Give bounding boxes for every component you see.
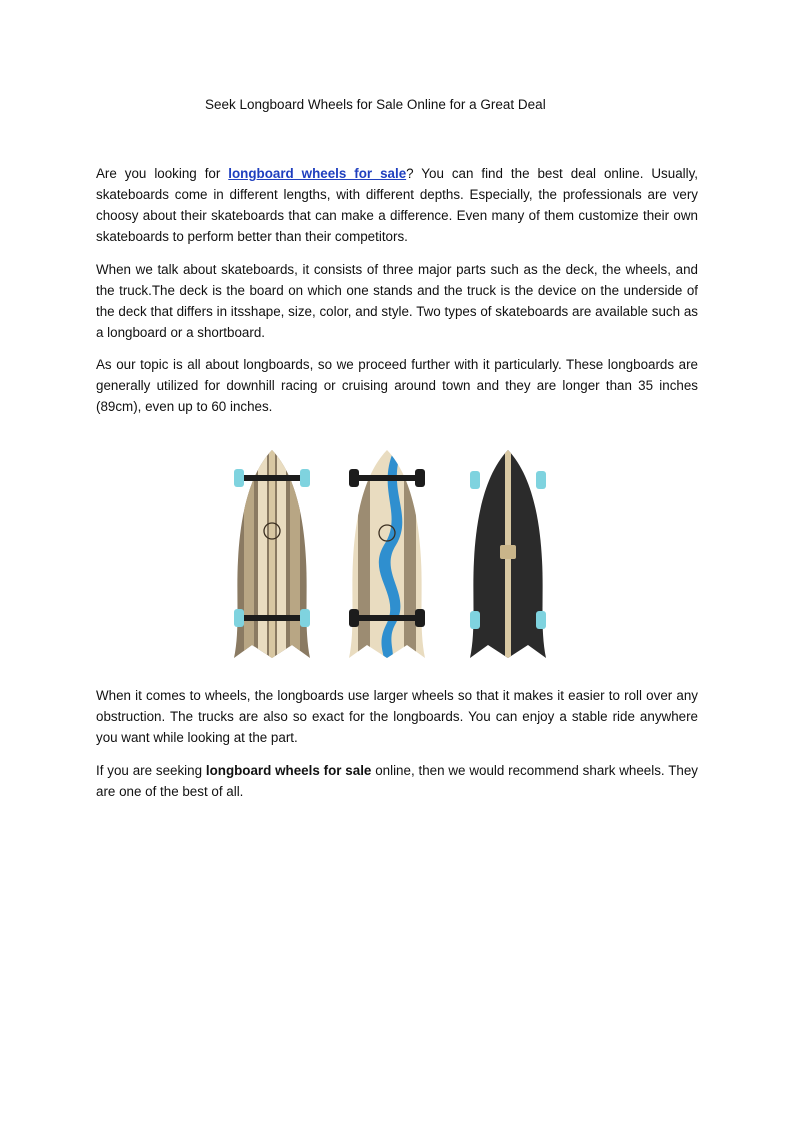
paragraph-intro-rest: ? You can find the best deal online. Usually, skateboards come in different lengths, with different depths. Especially, the professionals are very choosy about their skateboards that can make a difference. Even many of them customize their own skateboards to perform better than their competitors.	[96, 166, 699, 244]
paragraph-recommendation-lead: If you are seeking	[96, 763, 206, 778]
paragraph-longboards: As our topic is all about longboards, so we proceed further with it particularly. These longboards are generally utilized for downhill racing or cruising around town and they are longer than 35 inches (89cm), even up to 60 inches.	[96, 357, 698, 414]
longboard-wood-striped	[226, 445, 321, 665]
paragraph-wheels: When it comes to wheels, the longboards use larger wheels so that it makes it easier to roll over any obstruction. The trucks are also so exact for the longboards. You can enjoy a stable ride anywhere you want while looking at the part.	[96, 688, 698, 745]
longboard-wheels-bold: longboard wheels for sale	[205, 763, 372, 778]
paragraph-skateboard-parts: When we talk about skateboards, it consists of three major parts such as the deck, the wheels, and the truck.The deck is the board on which one stands and the truck is the device on the underside of the deck that differs in itsshape, size, color, and style. Two types of skateboards are available such as a longboard or a shortboard.	[96, 262, 698, 340]
longboard-wheels-link[interactable]: longboard wheels for sale	[228, 166, 407, 181]
longboards-image	[226, 445, 556, 665]
paragraph-intro	[96, 163, 698, 247]
paragraph-intro-lead: Are you looking for	[96, 166, 229, 181]
paragraph-recommendation	[96, 760, 698, 802]
longboard-black-grip	[462, 445, 556, 665]
document-title: Seek Longboard Wheels for Sale Online for a Great Deal	[205, 97, 546, 112]
longboard-wood-blue-stripe	[341, 445, 436, 665]
longboards-illustration	[226, 445, 556, 665]
paragraph-recommendation-rest: online, then we would recommend shark wheels. They are one of the best of all.	[96, 763, 699, 799]
